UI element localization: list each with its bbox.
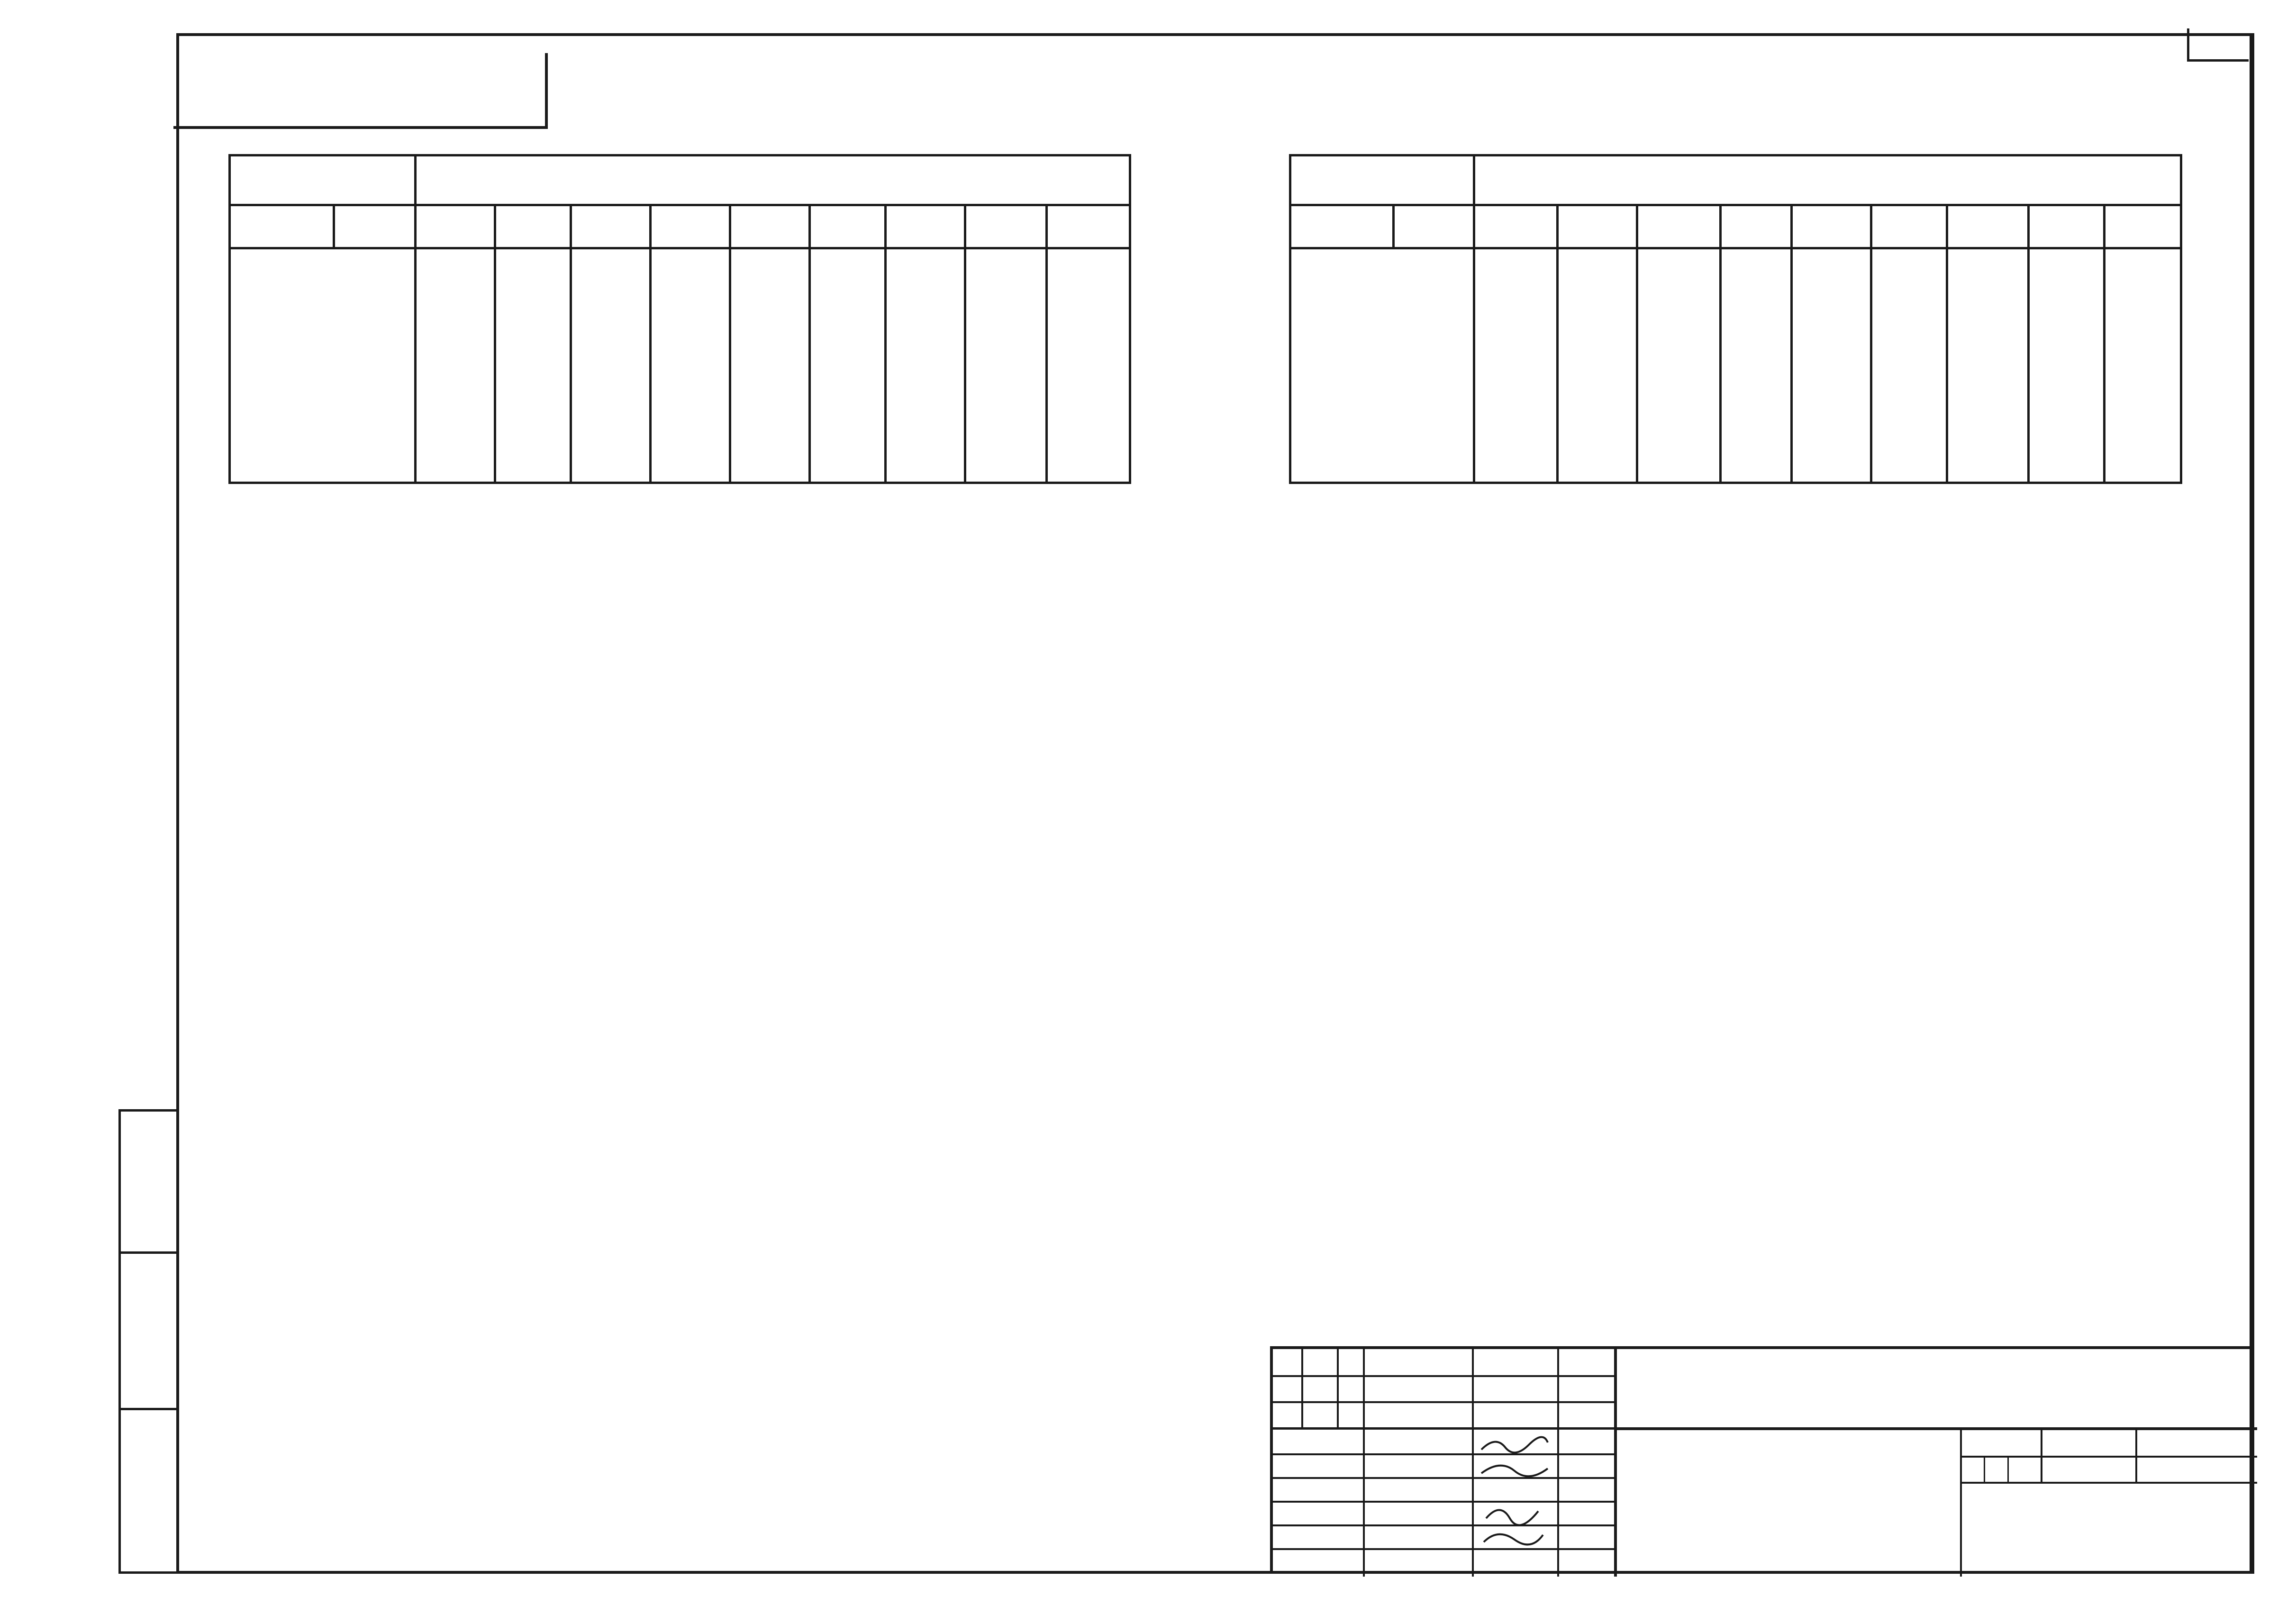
mass-header — [416, 155, 1130, 205]
variant-cell — [1721, 205, 1792, 248]
header-row — [230, 155, 1130, 205]
header-row — [1290, 155, 2181, 205]
variant-row — [230, 205, 1130, 248]
side-cell-inv-orig — [121, 1410, 176, 1574]
sheet-value — [2029, 248, 2105, 483]
sheet-value — [571, 248, 651, 483]
variant-row — [1290, 205, 2181, 248]
sheet-value — [1558, 248, 1637, 483]
variant-cell — [416, 205, 495, 248]
mass-header — [1474, 155, 2181, 205]
variant-cell — [651, 205, 730, 248]
variant-cell — [1637, 205, 1721, 248]
variant-cell — [1792, 205, 1871, 248]
sheet-value — [1721, 248, 1792, 483]
sheet-value — [1047, 248, 1130, 483]
sheet-value — [886, 248, 965, 483]
side-cell-replace-inv — [121, 1112, 176, 1254]
variant-cell — [730, 205, 810, 248]
sheet-value — [495, 248, 571, 483]
diameter-header — [1394, 205, 1474, 248]
variant-cell — [810, 205, 886, 248]
sheet-value — [810, 248, 886, 483]
variant-cell — [2029, 205, 2105, 248]
sheet-value — [651, 248, 730, 483]
signature-marks — [1477, 1431, 1552, 1549]
sheet-material-cell — [1290, 248, 1474, 483]
variant-cell — [2105, 205, 2181, 248]
series-label — [78, 137, 173, 393]
left-mass-table — [228, 154, 1131, 484]
variant-cell — [1474, 205, 1558, 248]
variant-cell — [1047, 205, 1130, 248]
mirrored-code-stamp — [173, 53, 548, 129]
variant-cell — [571, 205, 651, 248]
variant-cell — [1871, 205, 1947, 248]
variant-cell — [965, 205, 1047, 248]
sheet-value — [416, 248, 495, 483]
title-block — [1270, 1346, 2254, 1574]
sheet-value — [965, 248, 1047, 483]
side-cell-sign-date — [121, 1254, 176, 1410]
sheet-material-row — [1290, 248, 2181, 483]
variant-cell — [1947, 205, 2029, 248]
sheet-material-row — [230, 248, 1130, 483]
sheet-value — [1637, 248, 1721, 483]
diameter-header — [334, 205, 416, 248]
side-strip — [118, 1109, 176, 1574]
sheet-material-cell — [230, 248, 416, 483]
variant-cell — [495, 205, 571, 248]
material-header — [230, 155, 416, 205]
round-material-cell — [230, 205, 334, 248]
sheet-number — [2187, 28, 2249, 62]
material-header — [1290, 155, 1474, 205]
sheet-value — [1871, 248, 1947, 483]
right-mass-table — [1289, 154, 2182, 484]
sheet-value — [1474, 248, 1558, 483]
variant-cell — [886, 205, 965, 248]
sheet-value — [1792, 248, 1871, 483]
sheet-value — [2105, 248, 2181, 483]
variant-cell — [1558, 205, 1637, 248]
sheet-value — [730, 248, 810, 483]
round-material-cell — [1290, 205, 1394, 248]
sheet-value — [1947, 248, 2029, 483]
